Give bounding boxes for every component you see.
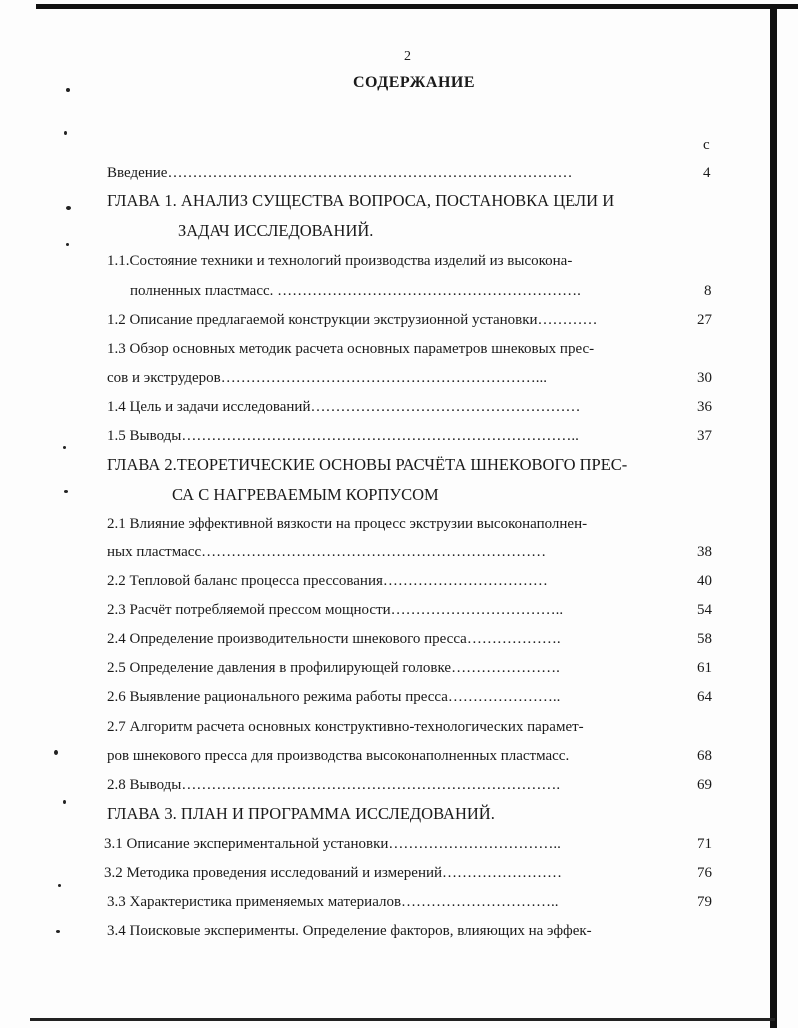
toc-page-number: 79 [697,894,712,910]
toc-page-number: 4 [703,165,711,181]
page-column-label: с [703,137,710,153]
toc-entry: 3.3 Характеристика применяемых материалов………………………….. [107,894,559,910]
scan-speck [66,243,69,246]
page-title: СОДЕРЖАНИЕ [352,74,476,91]
toc-entry: 2.2 Тепловой баланс процесса прессования…………………………… [107,573,548,589]
scan-border-top [36,4,798,9]
toc-page-number: 61 [697,660,712,676]
toc-page-number: 76 [697,865,712,881]
toc-entry: ных пластмасс…………………………………………………………… [107,544,547,560]
toc-page-number: 69 [697,777,712,793]
toc-entry: сов и экструдеров………………………………………………………... [107,370,547,386]
scan-speck [63,446,66,449]
toc-entry: 2.5 Определение давления в профилирующей головке…………………. [107,660,560,676]
toc-page-number: 38 [697,544,712,560]
toc-entry: 2.6 Выявление рационального режима работы пресса………………….. [107,689,561,705]
toc-entry: 1.5 Выводы…………………………………………………………………….. [107,428,579,444]
scan-speck [66,206,71,210]
toc-page-number: 58 [697,631,712,647]
toc-entry: 1.4 Цель и задачи исследований……………………………………………… [107,399,581,415]
toc-page-number: 40 [697,573,712,589]
toc-entry: 2.1 Влияние эффективной вязкости на процесс экструзии высоконаполнен- [107,516,588,532]
scan-speck [63,800,66,804]
toc-chapter-heading: ГЛАВА 2.ТЕОРЕТИЧЕСКИЕ ОСНОВЫ РАСЧЁТА ШНЕКОВОГО ПРЕС- [107,455,628,474]
toc-entry: ров шнекового пресса для производства высоконаполненных пластмасс. [107,748,570,764]
toc-entry: 3.1 Описание экспериментальной установки…………………………….. [104,836,561,852]
toc-entry: 1.2 Описание предлагаемой конструкции экструзионной установки………… [107,312,598,328]
toc-page-number: 36 [697,399,712,415]
toc-chapter-heading: СА С НАГРЕВАЕМЫМ КОРПУСОМ [172,485,439,504]
toc-page-number: 8 [704,283,712,299]
toc-entry: 2.8 Выводы…………………………………………………………………. [107,777,561,793]
toc-page-number: 64 [697,689,712,705]
toc-entry: 2.7 Алгоритм расчета основных конструктивно-технологических парамет- [107,719,584,735]
toc-entry: полненных пластмасс. ……………………………………………………. [130,283,581,299]
toc-entry: 3.2 Методика проведения исследований и измерений…………………… [104,865,563,881]
scan-border-bottom [30,1018,775,1021]
toc-entry: 2.3 Расчёт потребляемой прессом мощности…………………………….. [107,602,564,618]
toc-entry: Введение……………………………………………………………………… [107,165,573,181]
toc-entry: 1.3 Обзор основных методик расчета основных параметров шнековых прес- [107,341,595,357]
toc-page-number: 68 [697,748,712,764]
page-number: 2 [404,49,411,64]
toc-entry: 3.4 Поисковые эксперименты. Определение факторов, влияющих на эффек- [107,923,592,939]
toc-chapter-heading: ЗАДАЧ ИССЛЕДОВАНИЙ. [178,221,374,240]
scan-speck [54,750,58,755]
toc-entry: 1.1.Состояние техники и технологий производства изделий из высокона- [107,253,573,269]
toc-chapter-heading: ГЛАВА 1. АНАЛИЗ СУЩЕСТВА ВОПРОСА, ПОСТАНОВКА ЦЕЛИ И [107,191,615,210]
toc-page-number: 27 [697,312,712,328]
scan-border-right [770,4,777,1028]
toc-page-number: 71 [697,836,712,852]
toc-chapter-heading: ГЛАВА 3. ПЛАН И ПРОГРАММА ИССЛЕДОВАНИЙ. [107,804,495,823]
toc-entry: 2.4 Определение производительности шнекового пресса………………. [107,631,561,647]
toc-page-number: 54 [697,602,712,618]
scan-speck [64,490,68,493]
scan-speck [56,930,60,933]
toc-page-number: 37 [697,428,712,444]
scan-speck [58,884,61,887]
scan-speck [64,131,67,135]
toc-page-number: 30 [697,370,712,386]
